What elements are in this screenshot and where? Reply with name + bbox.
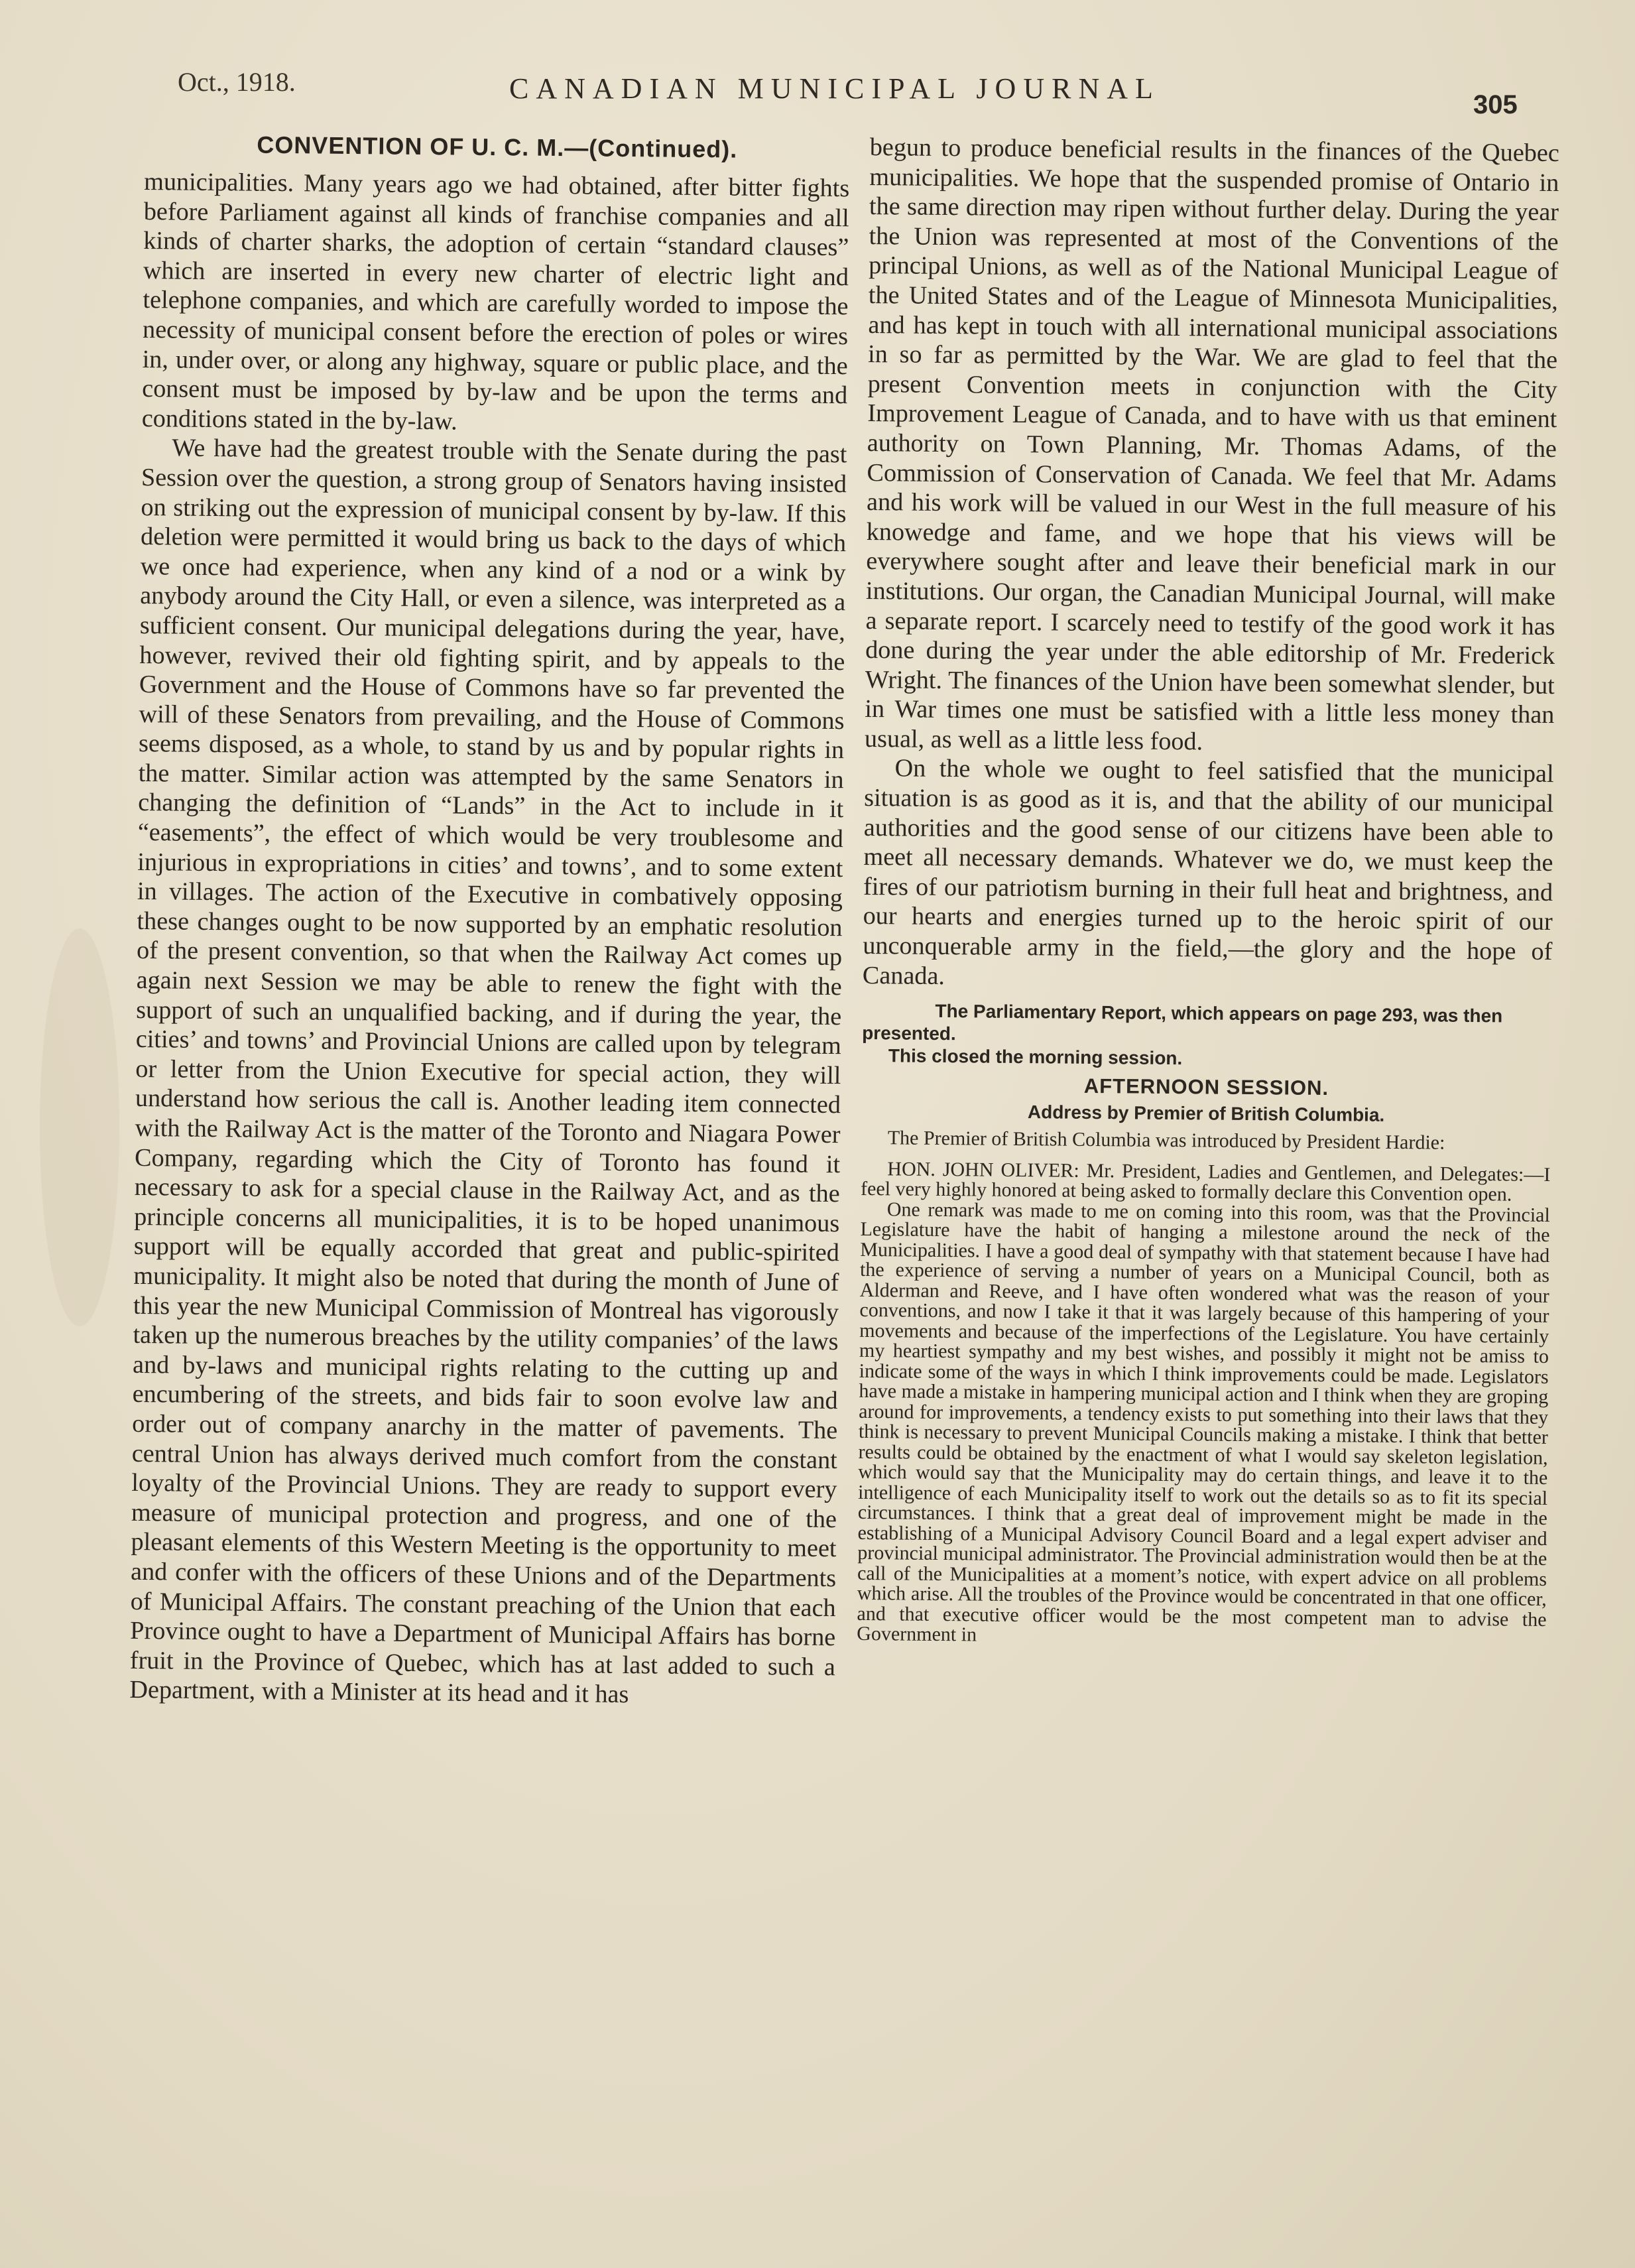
page-number: 305 — [1473, 90, 1518, 119]
right-column — [857, 133, 1559, 1651]
running-header — [0, 61, 1635, 119]
journal-title: CANADIAN MUNICIPAL JOURNAL — [509, 72, 1160, 105]
left-column — [129, 130, 850, 1712]
speech-paragraph: One remark was made to me on coming into this room, was that the Provincial Legislature have the habit of hanging a milestone around the neck of the Municipalities. I have a good deal of sympathy with that statement because I have had the experience of serving a number of years on a Municipal Council, both as Alderman and Reeve, and I have often wondered what was the reason of your conventions, and now I take it that it was largely because of this hampering of your movements and because of the imperfections of the Legislature. You have certainly my heartiest sympathy and my best wishes, and possibly it might not be amiss to indicate some of the ways in which I think improvements could be made. Legislators have made a mistake in hampering municipal action and I think when they are groping around for improvements, a tendency exists to put something into their laws that they think is necessary to prevent Municipal Councils making a mistake. I think that better results could be obtained by the enactment of what I would say skeleton legislation, which would say that the Municipality may do certain things, and leave it to the intelligence of each Municipality itself to work out the details so as to fit its special circumstances. I think that a great deal of improvement might be made in the establishing of a Municipal Advisory Council Board and a legal expert adviser and provincial municipal administrator. The Provincial administration would then be at the call of the Municipalities at a moment’s notice, with expert advice on all problems which arise. All the troubles of the Province would be concentrated in that one officer, and that executive officer would be the most competent man to advise the Government in — [857, 1198, 1550, 1646]
issue-date: Oct., 1918. — [178, 67, 296, 97]
paragraph: On the whole we ought to feel satisfied that the municipal situation is as good as it is, and that the ability of our municipal authorities and the good sense of our citizens have been able to meet all necessary demands. Whatever we do, we must keep the fires of our patriotism burning in their full heat and brightness, and our hearts and energies turned up to the heroic spirit of our unconquerable army in the field,—the glory and the hope of Canada. — [862, 754, 1554, 990]
speech-paragraph: HON. JOHN OLIVER: Mr. President, Ladies and Gentlemen, and Delegates:—I feel very highly honored at being asked to formally declare this Convention open. — [860, 1158, 1551, 1206]
afternoon-session-heading: AFTERNOON SESSION. — [1083, 1074, 1329, 1100]
address-heading: Address by Premier of British Columbia. — [1027, 1102, 1385, 1126]
introduction-paragraph: The Premier of British Columbia was introduced by President Hardie: — [887, 1127, 1445, 1154]
page-stain — [40, 928, 119, 1326]
paragraph: begun to produce beneficial results in the finances of the Quebec municipalities. We hope that the suspended promise of Ontario in the same direction may ripen without further delay. During the year the Union was represented at most of the Conventions of the principal Unions, as well as of the National Municipal League of the United States and of the League of Minnesota Municipalities, and has kept in touch with all international municipal associations in so far as permitted by the War. We are glad to feel that the present Convention meets in conjunction with the City Improvement League of Canada, and to have with us that eminent authority on Town Planning, Mr. Thomas Adams, of the Commission of Conservation of Canada. We feel that Mr. Adams and his work will be valued in our West in the full measure of his knowedge and fame, and we hope that his views will be everywhere sought after and leave their beneficial mark in our institutions. Our organ, the Canadian Municipal Journal, will make a separate report. I scarcely need to testify of the good work it has done during the year under the able editorship of Mr. Frederick Wright. The finances of the Union have been somewhat slender, but in War times one must be satisfied with a little less money than usual, as well as a little less food. — [864, 133, 1559, 756]
morning-session-closed-note: This closed the morning session. — [888, 1045, 1183, 1069]
paragraph: municipalities. Many years ago we had obtained, after bitter fights before Parliament against all kinds of franchise companies and all kinds of charter sharks, the adoption of certain “standard clauses” which are inserted in every new charter of electric light and telephone companies, and which are carefully worded to impose the necessity of municipal consent before the erection of poles or wires in, under over, or along any highway, square or public place, and the consent must be imposed by by-law and be upon the terms and conditions stated in the by-law. — [141, 167, 850, 436]
continued-heading: CONVENTION OF U. C. M.—(Continued). — [257, 131, 738, 163]
parliamentary-report-note: The Parliamentary Report, which appears on page 293, was then presented. — [862, 1001, 1503, 1044]
paragraph: We have had the greatest trouble with the Senate during the past Session over the question, a strong group of Senators having insisted on striking out the expression of municipal consent by by-law. If this deletion were permitted it would bring us back to the days of which we once had experience, when any kind of a nod or a wink by anybody around the City Hall, or even a silence, was interpreted as a sufficient consent. Our municipal delegations during the year, have, however, revived their old fighting spirit, and by appeals to the Government and the House of Commons have so far prevented the will of these Senators from prevailing, and the House of Commons seems disposed, as a whole, to stand by us and by popular rights in the matter. Similar action was attempted by the same Senators in changing the definition of “Lands” in the Act to include in it “easements”, the effect of which would be very troublesome and injurious in expropriations in cities’ and towns’, and to some extent in villages. The action of the Executive in combatively opposing these changes ought to be now supported by an emphatic resolution of the present convention, so that when the Railway Act comes up again next Session we may be able to renew the fight with the support of such an unqualified backing, and if during the year, the cities’ and towns’ and Provincial Unions are called upon by telegram or letter from the Union Executive for special action, they will understand how serious the call is. Another leading item connected with the Railway Act is the matter of the Toronto and Niagara Power Company, regarding which the City of Toronto has found it necessary to ask for a special clause in the Railway Act, and as the principle concerns all municipalities, it is to be hoped unanimous support will be equally accorded that great and public-spirited municipality. It might also be noted that during the month of June of this year the new Municipal Commission of Montreal has vigorously taken up the numerous breaches by the utility companies’ of the laws and by-laws and municipal rights relating to the cutting up and encumbering of the streets, and bids fair to soon evolve law and order out of company anarchy in the matter of pavements. The central Union has always derived much comfort from the constant loyalty of the Provincial Unions. They are ready to support every measure of municipal protection and progress, and one of the pleasant elements of this Western Meeting is the opportunity to meet and confer with the officers of these Unions and of the Departments of Municipal Affairs. The constant preaching of the Union that each Province ought to have a Department of Municipal Affairs has borne fruit in the Province of Quebec, which has at last added to such a Department, with a Minister at its head and it has — [129, 434, 847, 1709]
